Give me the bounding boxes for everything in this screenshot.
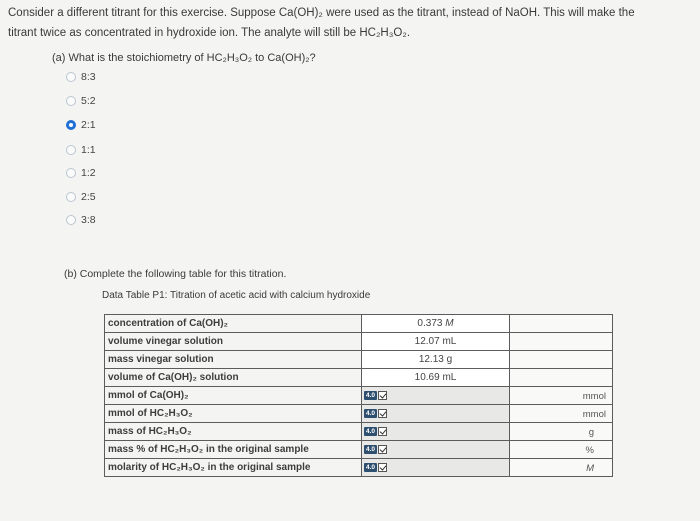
answer-cell-mmol-caoh2[interactable]: [362, 387, 510, 405]
row-label: mass of HC₂H₃O₂: [105, 423, 362, 441]
checkmark-icon: [378, 445, 387, 454]
checkmark-icon: [378, 391, 387, 400]
attempts-badge-icon: 4.0: [365, 446, 376, 453]
option-label: 2:5: [81, 191, 96, 203]
option-8-3[interactable]: [66, 70, 96, 84]
table-row: [105, 315, 613, 333]
value-cell: 12.13 g: [362, 351, 510, 369]
row-label: molarity of HC₂H₃O₂ in the original sample: [105, 459, 362, 477]
attempts-badge-icon: 4.0: [365, 428, 376, 435]
data-table: [104, 314, 613, 477]
table-row: [105, 459, 613, 477]
row-label: mmol of HC₂H₃O₂: [105, 405, 362, 423]
row-label: mmol of Ca(OH)₂: [105, 387, 362, 405]
answer-cell-mmol-acetic-acid[interactable]: [362, 405, 510, 423]
answer-cell-molarity[interactable]: [362, 459, 510, 477]
intro-line-1: Consider a different titrant for this exercise. Suppose Ca(OH)₂ were used as the titrant, instead of NaOH. This will make the: [8, 7, 635, 19]
table-row: [105, 441, 613, 459]
option-2-1[interactable]: [66, 118, 96, 132]
option-1-1[interactable]: [66, 143, 96, 157]
table-row: [105, 387, 613, 405]
unit-label: mmol: [582, 409, 606, 420]
radio-button[interactable]: [66, 96, 76, 106]
unit-label: mmol: [582, 391, 606, 402]
radio-button[interactable]: [66, 145, 76, 155]
option-3-8[interactable]: [66, 213, 96, 227]
row-label: volume of Ca(OH)₂ solution: [105, 369, 362, 387]
radio-button-selected[interactable]: [66, 120, 76, 130]
radio-button[interactable]: [66, 72, 76, 82]
option-label: 1:1: [81, 144, 96, 156]
attempts-badge-icon: 4.0: [365, 410, 376, 417]
row-label: concentration of Ca(OH)₂: [105, 315, 362, 333]
unit-label: M: [586, 463, 594, 474]
row-label: volume vinegar solution: [105, 333, 362, 351]
option-2-5[interactable]: [66, 190, 96, 204]
part-a-question: (a) What is the stoichiometry of HC₂H₃O₂ to Ca(OH)₂?: [52, 52, 316, 64]
radio-button[interactable]: [66, 168, 76, 178]
option-label: 3:8: [81, 214, 96, 226]
table-row: [105, 369, 613, 387]
option-label: 1:2: [81, 167, 96, 179]
option-label: 2:1: [81, 119, 96, 131]
row-label: mass vinegar solution: [105, 351, 362, 369]
value-cell: 0.373 M: [362, 315, 510, 333]
intro-text: [8, 3, 698, 43]
table-row: [105, 333, 613, 351]
checkmark-icon: [378, 427, 387, 436]
intro-line-2: titrant twice as concentrated in hydroxide ion. The analyte will still be HC₂H₃O₂.: [8, 27, 411, 39]
option-label: 8:3: [81, 71, 96, 83]
part-b-question: (b) Complete the following table for this titration.: [64, 268, 287, 280]
table-row: [105, 351, 613, 369]
checkmark-icon: [378, 409, 387, 418]
answer-cell-mass-percent[interactable]: [362, 441, 510, 459]
radio-button[interactable]: [66, 215, 76, 225]
option-label: 5:2: [81, 95, 96, 107]
answer-cell-mass-acetic-acid[interactable]: [362, 423, 510, 441]
value-cell: 10.69 mL: [362, 369, 510, 387]
table-row: [105, 423, 613, 441]
row-label: mass % of HC₂H₃O₂ in the original sample: [105, 441, 362, 459]
table-caption: Data Table P1: Titration of acetic acid with calcium hydroxide: [102, 290, 371, 301]
unit-label: g: [588, 427, 594, 438]
option-1-2[interactable]: [66, 166, 96, 180]
radio-button[interactable]: [66, 192, 76, 202]
unit-label: %: [585, 445, 594, 456]
table-row: [105, 405, 613, 423]
value-cell: 12.07 mL: [362, 333, 510, 351]
option-5-2[interactable]: [66, 94, 96, 108]
attempts-badge-icon: 4.0: [365, 464, 376, 471]
attempts-badge-icon: 4.0: [365, 392, 376, 399]
checkmark-icon: [378, 463, 387, 472]
